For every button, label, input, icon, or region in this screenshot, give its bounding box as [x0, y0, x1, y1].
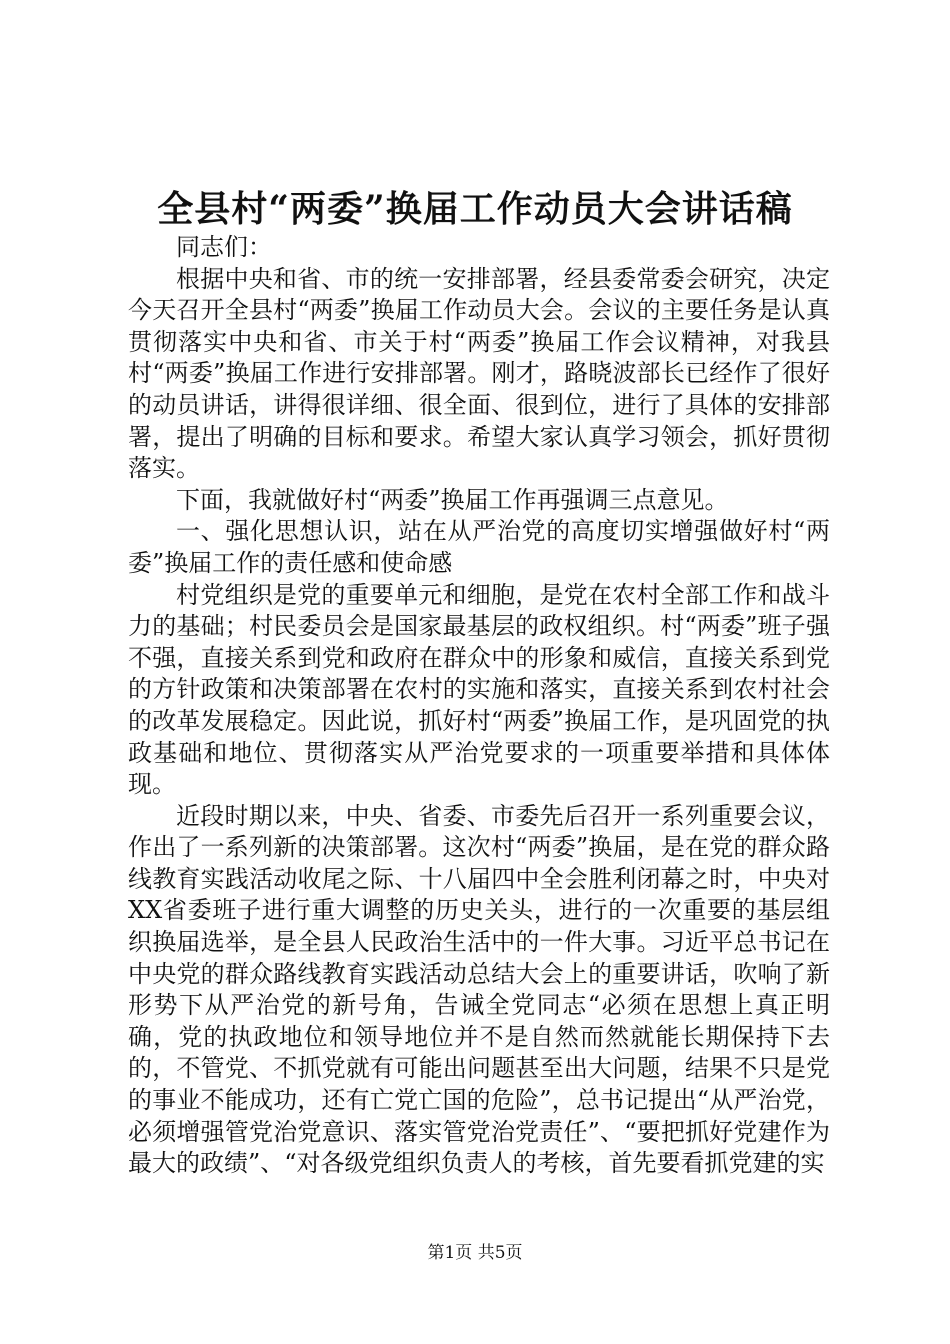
document-body [128, 232, 830, 1180]
salutation-paragraph: 同志们： [176, 233, 272, 261]
section-heading: 一、强化思想认识，站在从严治党的高度切实增强做好村“两委”换届工作的责任感和使命感 [128, 517, 830, 577]
document-title: 全县村“两委”换届工作动员大会讲话稿 [157, 188, 793, 230]
page-number: 第1页 共5页 [427, 1243, 523, 1263]
body-paragraph: 根据中央和省、市的统一安排部署，经县委常委会研究，决定今天召开全县村“两委”换届工作动员大会。会议的主要任务是认真贯彻落实中央和省、市关于村“两委”换届工作会议精神，对我县村“两委”换届工作进行安排部署。刚才，路晓波部长已经作了很好的动员讲话，讲得很详细、很全面、很到位，进行了具体的安排部署，提出了明确的目标和要求。希望大家认真学习领会，抓好贯彻落实。 [128, 264, 830, 483]
body-paragraph: 村党组织是党的重要单元和细胞，是党在农村全部工作和战斗力的基础；村民委员会是国家最基层的政权组织。村“两委”班子强不强，直接关系到党和政府在群众中的形象和威信，直接关系到党的方针政策和决策部署在农村的实施和落实，直接关系到农村社会的改革发展稳定。因此说，抓好村“两委”换届工作，是巩固党的执政基础和地位、贯彻落实从严治党要求的一项重要举措和具体体现。 [128, 580, 830, 799]
body-paragraph: 下面，我就做好村“两委”换届工作再强调三点意见。 [176, 485, 729, 514]
body-paragraph: 近段时期以来，中央、省委、市委先后召开一系列重要会议，作出了一系列新的决策部署。这次村“两委”换届，是在党的群众路线教育实践活动收尾之际、十八届四中全会胜利闭幕之时，中央对XX省委班子进行重大调整的历史关头，进行的一次重要的基层组织换届选举，是全县人民政治生活中的一件大事。习近平总书记在中央党的群众路线教育实践活动总结大会上的重要讲话，吹响了新形势下从严治党的新号角，告诫全党同志“必须在思想上真正明确，党的执政地位和领导地位并不是自然而然就能长期保持下去的，不管党、不抓党就有可能出问题甚至出大问题，结果不只是党的事业不能成功，还有亡党亡国的危险”，总书记提出“从严治党，必须增强管党治党意识、落实管党治党责任”、“要把抓好党建作为最大的政绩”、“对各级党组织负责人的考核，首先要看抓党建的实 [128, 801, 830, 1178]
